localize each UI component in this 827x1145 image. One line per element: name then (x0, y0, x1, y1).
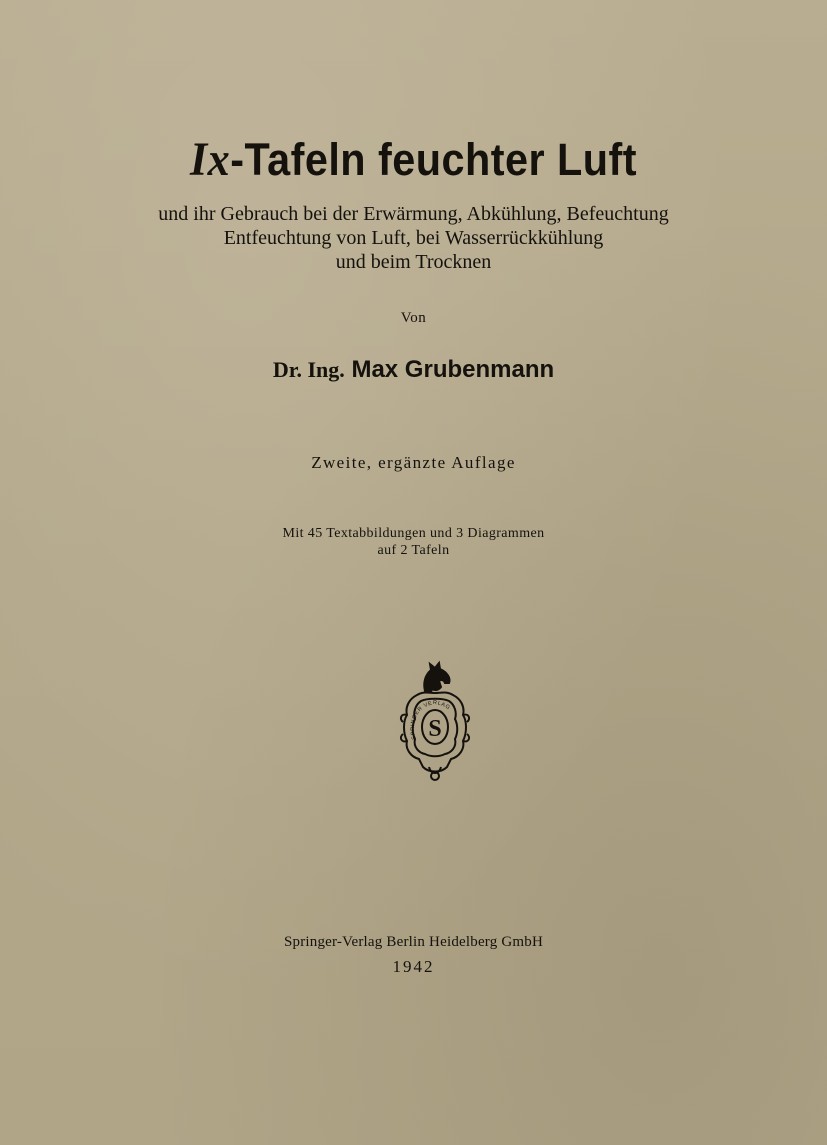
springer-chess-knight-seal-icon (395, 655, 475, 783)
ring-text: SPRINGER VERLAG (410, 699, 452, 741)
publication-year: 1942 (392, 957, 435, 976)
author-name: Max Grubenmann (351, 356, 555, 383)
emblem-letter: S (428, 716, 442, 742)
subtitle-line-1: und ihr Gebrauch bei der Erwärmung, Abkühlung, Befeuchtung (158, 203, 669, 225)
author (0, 356, 827, 384)
title-ix: Ix (190, 133, 231, 186)
subtitle-line-2: Entfeuchtung von Luft, bei Wasserrückkühlung (223, 227, 604, 249)
illustrations-line-2: auf 2 Tafeln (377, 543, 450, 558)
author-prefix: Dr. Ing. (272, 357, 345, 382)
edition-label: Zweite, ergänzte Auflage (311, 453, 516, 472)
publisher: Springer-Verlag Berlin Heidelberg GmbH (283, 934, 544, 950)
by-label: Von (400, 310, 427, 326)
illustrations-line-1: Mit 45 Textabbildungen und 3 Diagrammen (282, 526, 545, 541)
title-rest: -Tafeln feuchter Luft (230, 134, 637, 185)
subtitle-line-3: und beim Trocknen (335, 251, 492, 273)
book-title (33, 132, 794, 187)
